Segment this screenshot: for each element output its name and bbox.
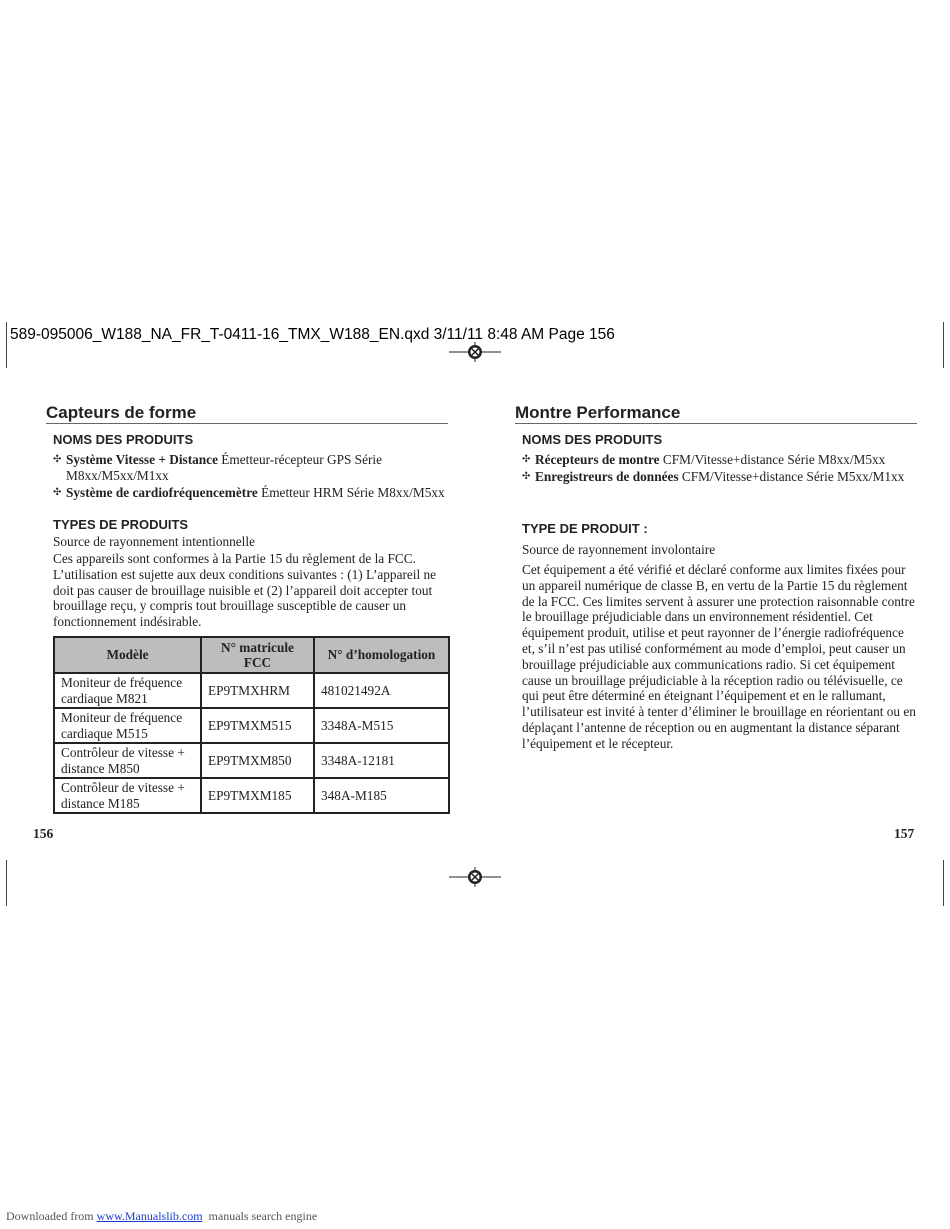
left-product-item xyxy=(53,485,445,501)
table-cell-model: Contrôleur de vitesse + distance M185 xyxy=(54,778,201,813)
crop-mark-bottom-left xyxy=(6,860,7,906)
registration-mark-top-icon xyxy=(449,342,501,362)
column-header: Modèle xyxy=(54,637,201,673)
product-desc: Émetteur HRM Série M8xx/M5xx xyxy=(257,484,445,500)
left-page-title: Capteurs de forme xyxy=(46,403,197,422)
right-radiation-source: Source de rayonnement involontaire xyxy=(522,542,716,557)
footer-suffix: manuals search engine xyxy=(202,1209,318,1223)
bullet-icon: ✣ xyxy=(53,454,62,465)
table-row xyxy=(54,673,449,708)
print-file-header: 589-095006_W188_NA_FR_T-0411-16_TMX_W188_EN.qxd 3/11/11 8:48 AM Page 156 xyxy=(10,326,615,343)
right-product-item xyxy=(522,469,914,485)
product-desc: CFM/Vitesse+distance Série M8xx/M5xx xyxy=(659,452,886,467)
right-compliance-text: Cet équipement a été vérifié et déclaré conforme aux limites fixées pour un appareil numérique de classe B, en vertu de la Partie 15 du règlement de la FCC. Ces limites servent à assurer une protection raisonnable contre le brouillage préjudiciable dans un environnement résidentiel. Cet équipement produit, utilise et peut rayonner de l’énergie radiofréquence et, s’il n’est pas utilisé conformément au mode d’emploi, peut causer un brouillage préjudiciable aux communications radio. Si cet équipement cause un brouillage préjudiciable à la réception radio ou télévisuelle, ce qui peut être déterminé en éteignant l’équipement et en le rallumant, l’utilisateur est invité à tenter d’éliminer le brouillage en réorientant ou en déplaçant l’antenne de réception ou en augmentant la distance séparant l’équipement et le récepteur. xyxy=(522,562,916,751)
column-header: N° matricule FCC xyxy=(201,637,314,673)
table-cell-approval: 3348A-M515 xyxy=(314,708,449,743)
crop-mark-top-right xyxy=(943,322,944,368)
product-name: Récepteurs de montre xyxy=(535,452,660,467)
bullet-icon: ✣ xyxy=(522,470,531,482)
left-product-list xyxy=(53,452,445,500)
column-header: N° d’homologation xyxy=(314,637,449,673)
table-cell-fcc-id: EP9TMXM850 xyxy=(201,743,314,778)
table-cell-model: Moniteur de fréquence cardiaque M515 xyxy=(54,708,201,743)
product-name: Système de cardiofréquencemètre xyxy=(66,484,258,500)
right-product-names-heading: NOMS DES PRODUITS xyxy=(522,432,663,447)
right-product-item xyxy=(522,452,914,468)
registration-mark-bottom-icon xyxy=(449,867,501,887)
product-name: Enregistreurs de données xyxy=(535,468,679,484)
crop-mark-bottom-right xyxy=(943,860,944,906)
right-product-type-heading: TYPE DE PRODUIT : xyxy=(522,521,648,536)
right-page-title: Montre Performance xyxy=(515,403,681,422)
table-cell-model: Contrôleur de vitesse + distance M850 xyxy=(54,743,201,778)
table-cell-approval: 3348A-12181 xyxy=(314,743,449,778)
left-radiation-source: Source de rayonnement intentionnelle xyxy=(53,534,255,549)
left-title-rule xyxy=(46,423,448,424)
right-page-number: 157 xyxy=(894,826,915,841)
table-header-row xyxy=(54,637,449,673)
left-product-types-heading: TYPES DE PRODUITS xyxy=(53,517,189,532)
table-row xyxy=(54,708,449,743)
table-cell-model: Moniteur de fréquence cardiaque M821 xyxy=(54,673,201,708)
right-product-list xyxy=(522,452,914,485)
table-cell-approval: 481021492A xyxy=(314,673,449,708)
left-product-item xyxy=(53,452,445,484)
product-desc: CFM/Vitesse+distance Série M5xx/M1xx xyxy=(678,468,905,484)
bullet-icon: ✣ xyxy=(53,486,62,498)
right-title-rule xyxy=(515,423,917,424)
table-cell-approval: 348A-M185 xyxy=(314,778,449,813)
bullet-icon: ✣ xyxy=(522,454,531,465)
table-cell-fcc-id: EP9TMXM515 xyxy=(201,708,314,743)
table-cell-fcc-id: EP9TMXHRM xyxy=(201,673,314,708)
table-row xyxy=(54,743,449,778)
footer-prefix: Downloaded from xyxy=(6,1209,97,1223)
download-footer xyxy=(6,1209,317,1224)
fcc-model-table xyxy=(53,636,450,814)
left-compliance-text: Ces appareils sont conformes à la Partie 15 du règlement de la FCC. L’utilisation est sujette aux deux conditions suivantes : (1) L’appareil ne doit pas causer de brouillage nuisible et (2) l’appareil doit accepter tout brouillage reçu, y compris tout brouillage susceptible de causer un fonctionnement indésirable. xyxy=(53,551,437,630)
left-page-number: 156 xyxy=(33,826,54,841)
product-desc: Émetteur-récepteur GPS Série M8xx/M5xx/M1xx xyxy=(66,452,383,483)
crop-mark-top-left xyxy=(6,322,7,368)
product-name: Système Vitesse + Distance xyxy=(66,452,218,467)
table-cell-fcc-id: EP9TMXM185 xyxy=(201,778,314,813)
table-row xyxy=(54,778,449,813)
left-product-names-heading: NOMS DES PRODUITS xyxy=(53,432,194,447)
manualslib-link[interactable]: www.Manualslib.com xyxy=(96,1209,203,1223)
